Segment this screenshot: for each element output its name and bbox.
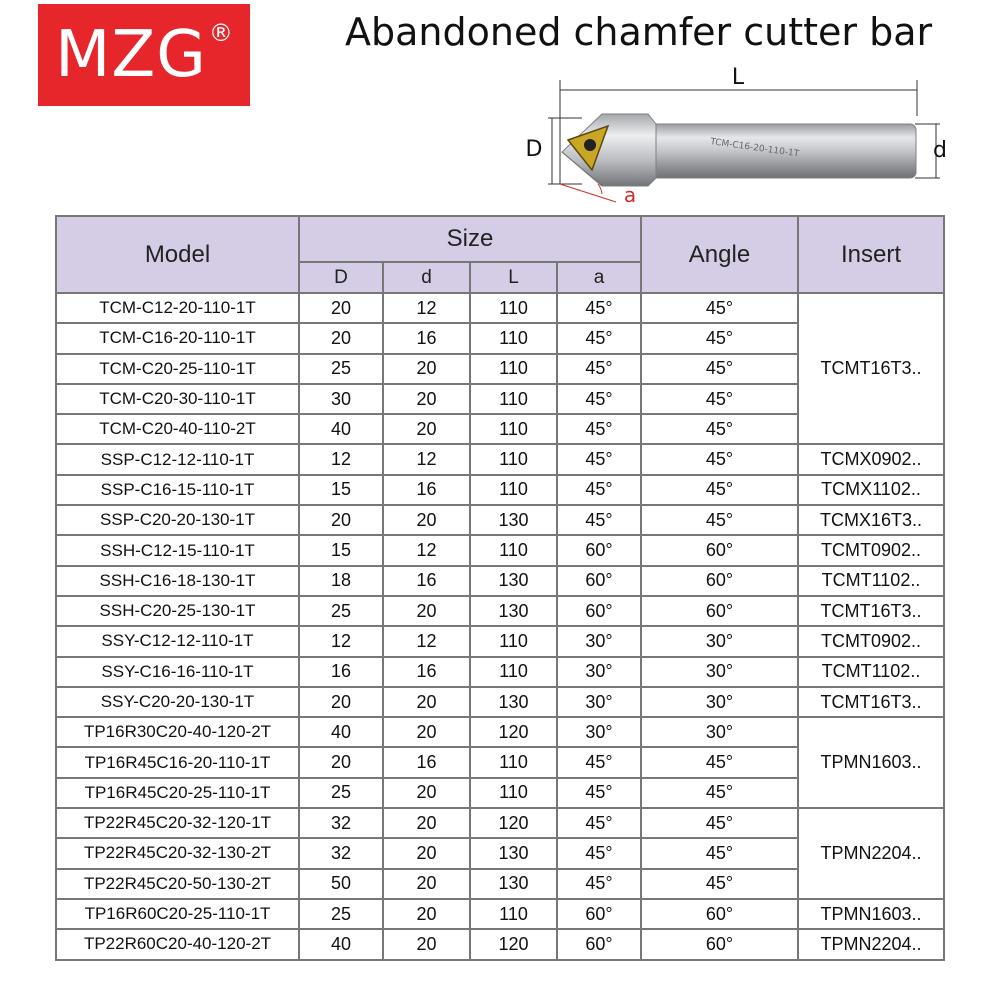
size-L-cell: 110 — [470, 535, 557, 565]
table-row — [56, 687, 944, 717]
insert-cell: TCMT16T3.. — [798, 687, 944, 717]
header-angle: Angle — [641, 216, 798, 293]
model-cell: TCM-C20-30-110-1T — [56, 384, 299, 414]
header-a: a — [557, 262, 641, 293]
insert-cell: TCMT1102.. — [798, 566, 944, 596]
model-cell: TP16R45C16-20-110-1T — [56, 747, 299, 777]
table-row — [56, 505, 944, 535]
insert-cell: TCMT0902.. — [798, 626, 944, 656]
table-row — [56, 929, 944, 959]
size-a-cell: 45° — [557, 869, 641, 899]
size-D-cell: 40 — [299, 717, 383, 747]
table-row — [56, 626, 944, 656]
size-L-cell: 110 — [470, 747, 557, 777]
angle-cell: 60° — [641, 596, 798, 626]
insert-cell: TPMN1603.. — [798, 717, 944, 808]
table-row — [56, 535, 944, 565]
size-L-cell: 130 — [470, 566, 557, 596]
angle-cell: 45° — [641, 778, 798, 808]
insert-cell: TPMN1603.. — [798, 899, 944, 929]
model-cell: SSP-C16-15-110-1T — [56, 475, 299, 505]
size-a-cell: 30° — [557, 687, 641, 717]
insert-cell: TCMT1102.. — [798, 657, 944, 687]
size-d-cell: 16 — [383, 475, 470, 505]
size-a-cell: 60° — [557, 566, 641, 596]
size-D-cell: 18 — [299, 566, 383, 596]
size-L-cell: 110 — [470, 384, 557, 414]
label-D: D — [525, 137, 543, 162]
size-L-cell: 110 — [470, 414, 557, 444]
size-L-cell: 130 — [470, 869, 557, 899]
cutter-bar-diagram — [520, 66, 960, 206]
size-d-cell: 12 — [383, 535, 470, 565]
table-row — [56, 293, 944, 323]
model-cell: TCM-C20-40-110-2T — [56, 414, 299, 444]
size-D-cell: 25 — [299, 354, 383, 384]
size-D-cell: 32 — [299, 838, 383, 868]
angle-cell: 45° — [641, 293, 798, 323]
size-a-cell: 45° — [557, 505, 641, 535]
angle-cell: 60° — [641, 929, 798, 959]
size-a-cell: 60° — [557, 596, 641, 626]
angle-cell: 30° — [641, 657, 798, 687]
size-L-cell: 110 — [470, 293, 557, 323]
size-L-cell: 110 — [470, 657, 557, 687]
size-d-cell: 20 — [383, 505, 470, 535]
model-cell: TCM-C20-25-110-1T — [56, 354, 299, 384]
header-d: d — [383, 262, 470, 293]
size-L-cell: 130 — [470, 505, 557, 535]
size-L-cell: 110 — [470, 354, 557, 384]
spec-table-body — [56, 293, 944, 960]
header-insert: Insert — [798, 216, 944, 293]
header-L: L — [470, 262, 557, 293]
size-d-cell: 16 — [383, 747, 470, 777]
table-row — [56, 444, 944, 474]
size-D-cell: 32 — [299, 808, 383, 838]
angle-cell: 45° — [641, 869, 798, 899]
header-model: Model — [56, 216, 299, 293]
size-a-cell: 60° — [557, 929, 641, 959]
angle-cell: 45° — [641, 384, 798, 414]
registered-mark: ® — [208, 19, 233, 47]
spec-table — [55, 215, 945, 961]
angle-cell: 60° — [641, 535, 798, 565]
table-row — [56, 808, 944, 838]
size-L-cell: 110 — [470, 626, 557, 656]
table-row — [56, 596, 944, 626]
table-row — [56, 475, 944, 505]
size-a-cell: 30° — [557, 717, 641, 747]
size-D-cell: 50 — [299, 869, 383, 899]
angle-cell: 45° — [641, 354, 798, 384]
table-row — [56, 657, 944, 687]
size-a-cell: 30° — [557, 657, 641, 687]
size-D-cell: 20 — [299, 323, 383, 353]
size-D-cell: 20 — [299, 687, 383, 717]
size-d-cell: 12 — [383, 626, 470, 656]
size-D-cell: 25 — [299, 899, 383, 929]
insert-cell: TPMN2204.. — [798, 929, 944, 959]
size-a-cell: 30° — [557, 626, 641, 656]
size-D-cell: 12 — [299, 444, 383, 474]
angle-cell: 45° — [641, 505, 798, 535]
size-L-cell: 130 — [470, 596, 557, 626]
angle-cell: 30° — [641, 626, 798, 656]
angle-cell: 45° — [641, 808, 798, 838]
size-L-cell: 110 — [470, 323, 557, 353]
size-a-cell: 45° — [557, 354, 641, 384]
size-L-cell: 120 — [470, 808, 557, 838]
size-d-cell: 20 — [383, 808, 470, 838]
size-d-cell: 12 — [383, 444, 470, 474]
insert-cell: TPMN2204.. — [798, 808, 944, 899]
size-a-cell: 45° — [557, 808, 641, 838]
model-cell: TP22R45C20-32-130-2T — [56, 838, 299, 868]
size-L-cell: 120 — [470, 717, 557, 747]
angle-cell: 30° — [641, 717, 798, 747]
size-d-cell: 20 — [383, 596, 470, 626]
insert-cell: TCMX16T3.. — [798, 505, 944, 535]
model-cell: SSH-C16-18-130-1T — [56, 566, 299, 596]
label-L: L — [731, 66, 745, 90]
size-a-cell: 45° — [557, 384, 641, 414]
size-d-cell: 12 — [383, 293, 470, 323]
size-d-cell: 16 — [383, 657, 470, 687]
size-L-cell: 110 — [470, 444, 557, 474]
size-a-cell: 45° — [557, 838, 641, 868]
model-cell: SSY-C12-12-110-1T — [56, 626, 299, 656]
model-cell: TCM-C16-20-110-1T — [56, 323, 299, 353]
angle-cell: 30° — [641, 687, 798, 717]
size-d-cell: 20 — [383, 899, 470, 929]
model-cell: TCM-C12-20-110-1T — [56, 293, 299, 323]
model-cell: SSP-C20-20-130-1T — [56, 505, 299, 535]
insert-cell: TCMX1102.. — [798, 475, 944, 505]
size-d-cell: 16 — [383, 566, 470, 596]
size-a-cell: 60° — [557, 535, 641, 565]
header-size: Size — [299, 216, 641, 262]
model-cell: TP22R60C20-40-120-2T — [56, 929, 299, 959]
size-L-cell: 110 — [470, 475, 557, 505]
label-a: a — [623, 183, 637, 206]
size-L-cell: 110 — [470, 899, 557, 929]
size-d-cell: 20 — [383, 869, 470, 899]
angle-cell: 45° — [641, 444, 798, 474]
size-D-cell: 30 — [299, 384, 383, 414]
size-D-cell: 20 — [299, 293, 383, 323]
size-d-cell: 20 — [383, 717, 470, 747]
size-d-cell: 20 — [383, 384, 470, 414]
model-cell: TP22R45C20-50-130-2T — [56, 869, 299, 899]
model-cell: SSP-C12-12-110-1T — [56, 444, 299, 474]
model-cell: TP16R45C20-25-110-1T — [56, 778, 299, 808]
angle-cell: 45° — [641, 747, 798, 777]
angle-cell: 45° — [641, 838, 798, 868]
size-d-cell: 20 — [383, 838, 470, 868]
size-D-cell: 15 — [299, 535, 383, 565]
angle-cell: 60° — [641, 566, 798, 596]
insert-cell: TCMT16T3.. — [798, 596, 944, 626]
model-cell: TP22R45C20-32-120-1T — [56, 808, 299, 838]
brand-logo — [38, 4, 250, 106]
angle-cell: 45° — [641, 475, 798, 505]
model-cell: TP16R60C20-25-110-1T — [56, 899, 299, 929]
insert-cell: TCMX0902.. — [798, 444, 944, 474]
size-d-cell: 16 — [383, 323, 470, 353]
insert-cell: TCMT0902.. — [798, 535, 944, 565]
size-d-cell: 20 — [383, 414, 470, 444]
angle-cell: 45° — [641, 414, 798, 444]
header-D: D — [299, 262, 383, 293]
angle-cell: 45° — [641, 323, 798, 353]
table-row — [56, 717, 944, 747]
size-d-cell: 20 — [383, 687, 470, 717]
size-L-cell: 130 — [470, 838, 557, 868]
brand-name: MZG — [55, 18, 207, 92]
size-D-cell: 20 — [299, 747, 383, 777]
size-a-cell: 45° — [557, 323, 641, 353]
page-title: Abandoned chamfer cutter bar — [345, 10, 933, 54]
insert-cell: TCMT16T3.. — [798, 293, 944, 444]
model-cell: SSY-C16-16-110-1T — [56, 657, 299, 687]
size-D-cell: 40 — [299, 929, 383, 959]
model-cell: SSH-C20-25-130-1T — [56, 596, 299, 626]
size-D-cell: 25 — [299, 596, 383, 626]
size-D-cell: 25 — [299, 778, 383, 808]
size-D-cell: 16 — [299, 657, 383, 687]
size-L-cell: 110 — [470, 778, 557, 808]
table-row — [56, 899, 944, 929]
model-cell: TP16R30C20-40-120-2T — [56, 717, 299, 747]
size-a-cell: 45° — [557, 293, 641, 323]
size-a-cell: 60° — [557, 899, 641, 929]
size-a-cell: 45° — [557, 475, 641, 505]
label-d: d — [933, 138, 947, 163]
size-d-cell: 20 — [383, 354, 470, 384]
model-cell: SSY-C20-20-130-1T — [56, 687, 299, 717]
size-a-cell: 45° — [557, 414, 641, 444]
size-a-cell: 45° — [557, 778, 641, 808]
size-L-cell: 130 — [470, 687, 557, 717]
size-a-cell: 45° — [557, 747, 641, 777]
engraving-text: TCM-C16-20-110-1T — [709, 137, 800, 160]
size-d-cell: 20 — [383, 929, 470, 959]
table-row — [56, 566, 944, 596]
angle-cell: 60° — [641, 899, 798, 929]
size-D-cell: 40 — [299, 414, 383, 444]
size-a-cell: 45° — [557, 444, 641, 474]
size-D-cell: 20 — [299, 505, 383, 535]
model-cell: SSH-C12-15-110-1T — [56, 535, 299, 565]
size-L-cell: 120 — [470, 929, 557, 959]
size-d-cell: 20 — [383, 778, 470, 808]
size-D-cell: 12 — [299, 626, 383, 656]
size-D-cell: 15 — [299, 475, 383, 505]
